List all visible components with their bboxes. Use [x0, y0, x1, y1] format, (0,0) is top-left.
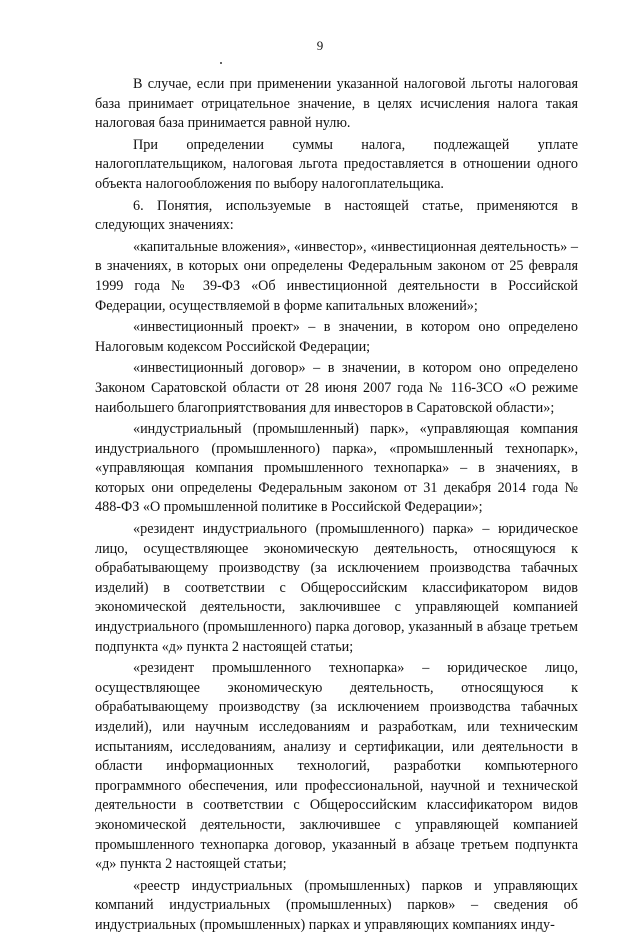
paragraph-definition-industrial-park: «индустриальный (промышленный) парк», «управляющая компания индустриального (промышленного) парка», «промышленный технопарк», «управляющая компания промышленного технопарка» – в значениях, в которых они определены Федеральным законом от 31 декабря 2014 года № 488-ФЗ «О промышленной политике в Российской Федерации»; [95, 421, 578, 516]
paragraph-definition-parks-register: «реестр индустриальных (промышленных) парков и управляющих компаний индустриальных (промышленных) парков» – сведения об индустриальных (промышленных) парках и управляющих компаниях инду- [95, 877, 578, 933]
page-number: 9 [316, 38, 324, 53]
paragraph-definition-investment-agreement: «инвестиционный договор» – в значении, в котором оно определено Законом Саратовской области от 28 июня 2007 года № 116-ЗСО «О режиме наибольшего благоприятствования для инвесторов в Саратовской области»; [95, 360, 578, 416]
paragraph-one-object-choice: При определении суммы налога, подлежащей уплате налогоплательщиком, налоговая льгота предоставляется в отношении одного объекта налогообложения по выбору налогоплательщика. [95, 136, 578, 192]
paragraph-definition-investment-project: «инвестиционный проект» – в значении, в котором оно определено Налоговым кодексом Российской Федерации; [95, 319, 578, 355]
paragraph-definition-capital-investments: «капитальные вложения», «инвестор», «инвестиционная деятельность» – в значениях, в которых они определены Федеральным законом от 25 февраля 1999 года № 39-ФЗ «Об инвестиционной деятельности в Российской Федерации, осуществляемой в форме капитальных вложений»; [95, 238, 578, 314]
paragraph-negative-tax-base: В случае, если при применении указанной налоговой льготы налоговая база принимает отрицательное значение, в целях исчисления налога такая налоговая база принимается равной нулю. [95, 76, 578, 132]
paragraph-definition-technopark-resident: «резидент промышленного технопарка» – юридическое лицо, осуществляющее экономическую деятельность, относящуюся к обрабатывающему производству (за исключением производства табачных изделий), или научным исследованиям и разработкам, или техническим испытаниям, исследованиям, анализу и сертификации, или деятельности в области информационных технологий, разработки компьютерного программного обеспечения, или профессиональной, научной и технической деятельности в соответствии с Общероссийским классификатором видов экономической деятельности, заключившее с управляющей компанией промышленного технопарка договор, указанный в абзаце третьем подпункта «д» пункта 2 настоящей статьи; [95, 660, 578, 873]
paragraph-definitions-intro: 6. Понятия, используемые в настоящей статье, применяются в следующих значениях: [95, 197, 578, 234]
document-body [95, 75, 578, 938]
scan-speck [220, 62, 222, 64]
paragraph-definition-industrial-park-resident: «резидент индустриального (промышленного) парка» – юридическое лицо, осуществляющее экономическую деятельность, относящуюся к обрабатывающему производству (за исключением производства табачных изделий) в соответствии с Общероссийским классификатором видов экономической деятельности, заключившее с управляющей компанией индустриального (промышленного) парка договор, указанный в абзаце третьем подпункта «д» пункта 2 настоящей статьи; [95, 521, 578, 655]
